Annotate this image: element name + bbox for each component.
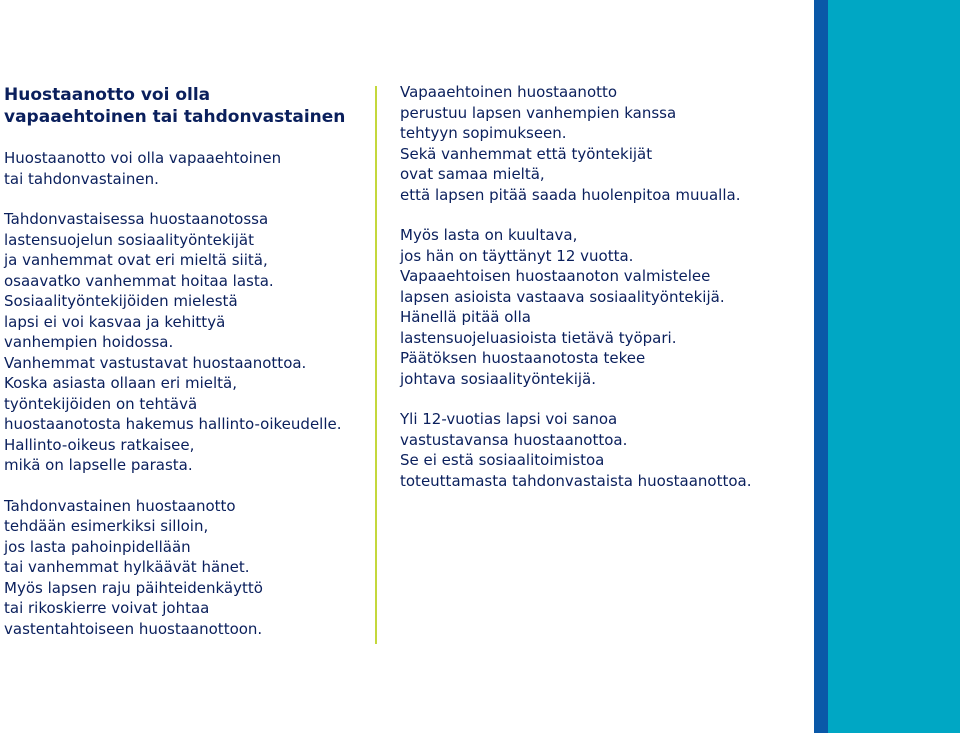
text-line: vastustavansa huostaanottoa. [400, 430, 628, 449]
heading-line: Huostaanotto voi olla [4, 85, 211, 105]
text-line: Vapaaehtoisen huostaanoton valmistelee [400, 267, 711, 285]
text-line: huostaanotosta hakemus hallinto-oikeudelle. [4, 415, 342, 433]
text-line: vanhempien hoidossa. [4, 333, 174, 351]
text-line: lapsi ei voi kasvaa ja kehittyä [4, 312, 226, 331]
text-line: tehtyyn sopimukseen. [400, 124, 567, 142]
text-line: Huostaanotto voi olla vapaaehtoinen [4, 149, 282, 167]
text-line: tai vanhemmat hylkäävät hänet. [4, 558, 250, 576]
text-line: johtava sosiaalityöntekijä. [400, 369, 596, 388]
paragraph-involuntary-examples [4, 496, 364, 640]
text-line: jos lasta pahoinpidellään [4, 537, 191, 556]
text-line: Tahdonvastaisessa huostaanotossa [4, 210, 269, 228]
text-line: Sekä vanhemmat että työntekijät [400, 144, 653, 163]
paragraph-hearing-child [400, 225, 800, 389]
text-line: Hänellä pitää olla [400, 308, 531, 326]
text-line: Sosiaalityöntekijöiden mielestä [4, 292, 238, 310]
text-line: Hallinto-oikeus ratkaisee, [4, 435, 195, 454]
text-line: tai tahdonvastainen. [4, 169, 159, 188]
text-line: perustuu lapsen vanhempien kanssa [400, 103, 677, 122]
paragraph-intro [4, 148, 364, 189]
text-line: Yli 12-vuotias lapsi voi sanoa [400, 410, 618, 428]
paragraph-involuntary [4, 209, 364, 476]
column-divider [375, 86, 377, 644]
text-line: Se ei estä sosiaalitoimistoa [400, 451, 605, 469]
decorative-teal-stripe [828, 0, 960, 733]
text-line: että lapsen pitää saada huolenpitoa muualla. [400, 185, 741, 204]
text-line: ja vanhemmat ovat eri mieltä siitä, [4, 251, 268, 269]
text-line: lastensuojelun sosiaalityöntekijät [4, 230, 254, 249]
text-line: lapsen asioista vastaava sosiaalityöntekijä. [400, 287, 725, 306]
text-line: lastensuojeluasioista tietävä työpari. [400, 328, 677, 347]
text-line: Myös lapsen raju päihteidenkäyttö [4, 578, 263, 597]
decorative-blue-stripe [814, 0, 828, 733]
text-line: jos hän on täyttänyt 12 vuotta. [400, 246, 634, 265]
paragraph-over-12 [400, 409, 800, 491]
text-line: Päätöksen huostaanotosta tekee [400, 349, 646, 367]
heading-line: vapaaehtoinen tai tahdonvastainen [4, 107, 346, 127]
text-line: Vanhemmat vastustavat huostaanottoa. [4, 353, 307, 372]
text-line: työntekijöiden on tehtävä [4, 394, 198, 413]
text-line: tehdään esimerkiksi silloin, [4, 517, 209, 535]
left-column [4, 84, 364, 639]
text-line: Myös lasta on kuultava, [400, 226, 578, 244]
right-column [400, 82, 800, 491]
text-line: osaavatko vanhemmat hoitaa lasta. [4, 271, 274, 290]
text-line: mikä on lapselle parasta. [4, 456, 193, 474]
text-line: ovat samaa mieltä, [400, 165, 545, 183]
section-heading [4, 84, 364, 128]
text-line: toteuttamasta tahdonvastaista huostaanottoa. [400, 471, 752, 490]
paragraph-voluntary [400, 82, 800, 205]
text-line: Tahdonvastainen huostaanotto [4, 496, 236, 515]
text-line: Koska asiasta ollaan eri mieltä, [4, 374, 238, 392]
text-line: Vapaaehtoinen huostaanotto [400, 83, 618, 101]
text-line: vastentahtoiseen huostaanottoon. [4, 619, 263, 638]
text-line: tai rikoskierre voivat johtaa [4, 599, 210, 617]
